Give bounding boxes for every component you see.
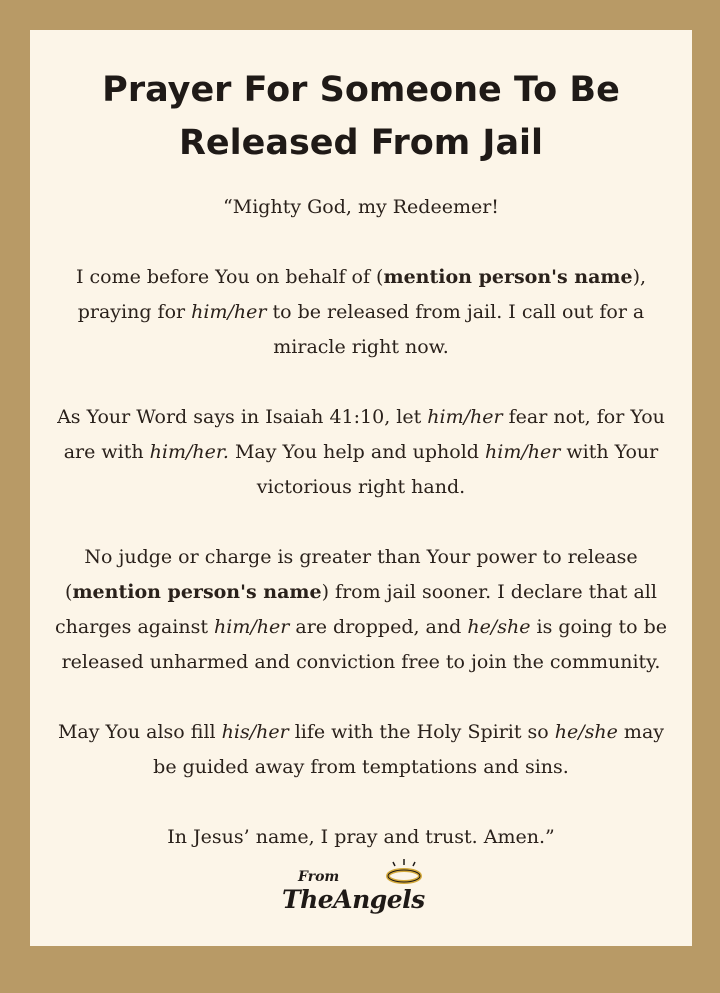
text: are dropped, and [289, 616, 468, 638]
logo-from: From [298, 869, 340, 885]
text: ), praying for [77, 266, 647, 323]
paragraph-4 [52, 540, 670, 680]
pronoun: him/her [427, 406, 503, 428]
text: No judge or charge is greater than Your power to release ( [65, 546, 638, 603]
logo-brand: TheAngels [282, 885, 425, 914]
paragraph-3 [52, 400, 670, 505]
text: ) from jail sooner. I declare that all charges against [54, 581, 657, 638]
name-placeholder: mention person's name [72, 581, 322, 603]
text: May You also fill [57, 721, 222, 743]
from-the-angels-logo [276, 855, 446, 925]
text: to be released from jail. I call out for a miracle right now. [266, 301, 645, 358]
text: As Your Word says in Isaiah 41:10, let [57, 406, 428, 428]
title-line-2: Released From Jail [178, 123, 544, 163]
prayer-text [52, 190, 670, 855]
text: fear not, for You are with [63, 406, 665, 463]
pronoun: his/her [221, 721, 289, 743]
pronoun: him/her [485, 441, 561, 463]
text: May You help and uphold [228, 441, 486, 463]
paragraph-5 [52, 715, 670, 785]
pronoun: he/she [467, 616, 531, 638]
paragraph-1: “Mighty God, my Redeemer! [223, 196, 499, 218]
paragraph-6: In Jesus’ name, I pray and trust. Amen.” [167, 826, 555, 848]
pronoun: him/her. [149, 441, 229, 463]
pronoun: he/she [554, 721, 618, 743]
name-placeholder: mention person's name [383, 266, 633, 288]
pronoun: him/her [214, 616, 290, 638]
text: I come before You on behalf of ( [75, 266, 384, 288]
page-title [52, 64, 670, 170]
text: may be guided away from temptations and sins. [153, 721, 665, 778]
text: is going to be released unharmed and conviction free to join the community. [61, 616, 667, 673]
prayer-card [30, 30, 692, 946]
title-line-1: Prayer For Someone To Be [102, 70, 620, 110]
pronoun: him/her [191, 301, 267, 323]
paragraph-2 [52, 260, 670, 365]
text: life with the Holy Spirit so [288, 721, 555, 743]
text: with Your victorious right hand. [256, 441, 659, 498]
